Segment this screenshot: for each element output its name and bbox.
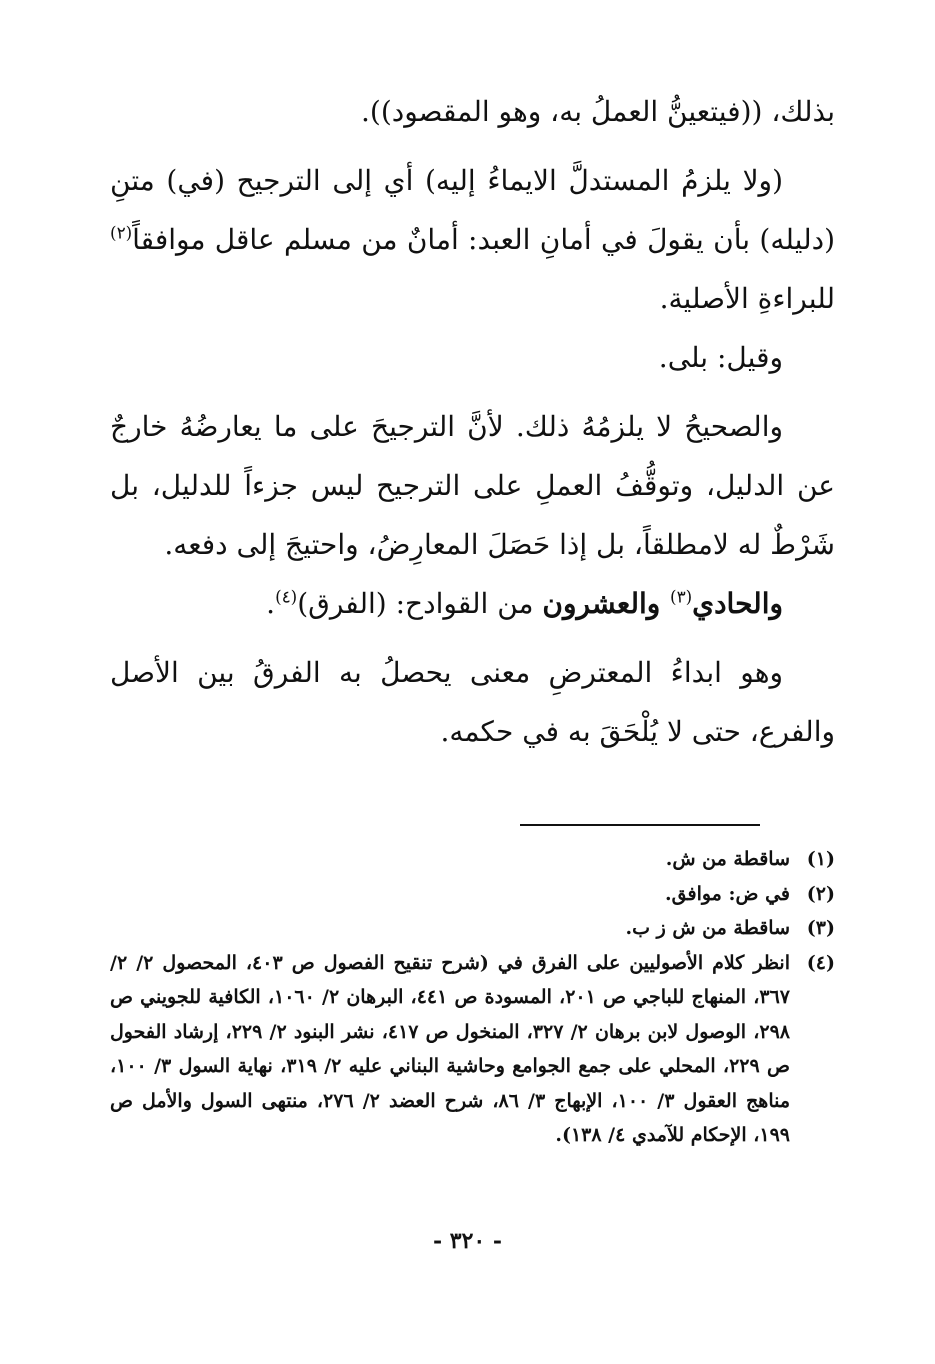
footnote-text: انظر كلام الأصوليين على الفرق في (شرح تنقيح الفصول ص ٤٠٣، المحصول ٢/ ٢/ ٣٦٧، المنهاج للباجي ص ٢٠١، المسودة ص ٤٤١، البرهان ٢/ ١٠٦٠، الكافية للجويني ص ٢٩٨، الوصول لابن برهان ٢/ ٣٢٧، المنخول ص ٤١٧، نشر البنود ٢/ ٢٢٩، إرشاد الفحول ص ٢٢٩، المحلي على جمع الجوامع وحاشية البناني عليه ٢/ ٣١٩، نهاية السول ٣/ ١٠٠، مناهج العقول ٣/ ١٠٠، الإبهاج ٣/ ٨٦، شرح العضد ٢/ ٢٧٦، منتهى السول والأمل ص ١٩٩، الإحكام للآمدي ٤/ ١٣٨). bbox=[110, 951, 791, 1146]
footnotes bbox=[110, 842, 835, 1153]
footnote-number: (١) bbox=[806, 848, 835, 870]
paragraph-3: وقيل: بلى. bbox=[658, 341, 783, 374]
footnote-number: (٤) bbox=[806, 951, 835, 974]
paragraph-4: والصحيحُ لا يلزمُهُ ذلك. لأنَّ الترجيحَ على ما يعارضُهُ خارجٌ عن الدليل، وتوقُّفُ العملِ على الترجيح ليس جزءاً للدليل، بل شَرْطٌ له لامطلقاً، بل إذا حَصَلَ المعارِضُ، واحتيجَ إلى دفعه. bbox=[110, 410, 835, 561]
page-number: - ٣٢٠ - bbox=[432, 1228, 503, 1254]
footnote-separator bbox=[520, 824, 760, 826]
section-heading bbox=[110, 574, 835, 633]
paragraph-1: بذلك، ((فيتعينُّ العملُ به، وهو المقصود)). bbox=[361, 95, 835, 128]
paragraph-2 bbox=[110, 151, 835, 328]
heading-end: . bbox=[266, 587, 276, 620]
heading-word-2: والعشرون bbox=[542, 587, 671, 620]
paragraph-6: وهو ابداءُ المعترضِ معنى يحصلُ به الفرقُ بين الأصل والفرع، حتى لا يُلْحَقَ به في حكمه. bbox=[110, 656, 835, 748]
footnote-text: ساقطة من ش. bbox=[665, 848, 790, 870]
paragraph-2-text: (ولا يلزمُ المستدلَّ الايماءُ إليه) أي إلى الترجيح (في) متنِ (دليله) بأن يقولَ في أمانِ العبد: أمانٌ من مسلم عاقل موافقاً bbox=[110, 164, 835, 256]
footnote-number: (٢) bbox=[806, 882, 835, 905]
heading-rest: من القوادح: (الفرق) bbox=[297, 587, 543, 620]
footnote-ref-4: (٤) bbox=[275, 586, 298, 607]
footnote-4 bbox=[110, 946, 835, 1153]
paragraph-2-end: للبراءةِ الأصلية. bbox=[659, 282, 835, 315]
heading-word-1: والحادي bbox=[692, 587, 783, 620]
footnote-text: ساقطة من ش ز ب. bbox=[625, 917, 790, 939]
footnote-2 bbox=[110, 877, 835, 912]
main-text bbox=[110, 82, 835, 761]
footnote-ref-2: (٢) bbox=[110, 222, 133, 243]
footnote-3 bbox=[110, 911, 835, 946]
footnote-number: (٣) bbox=[806, 917, 835, 939]
footnote-1 bbox=[110, 842, 835, 877]
footnote-text: في ض: موافق. bbox=[665, 882, 790, 905]
footnote-ref-3: (٣) bbox=[670, 586, 693, 607]
